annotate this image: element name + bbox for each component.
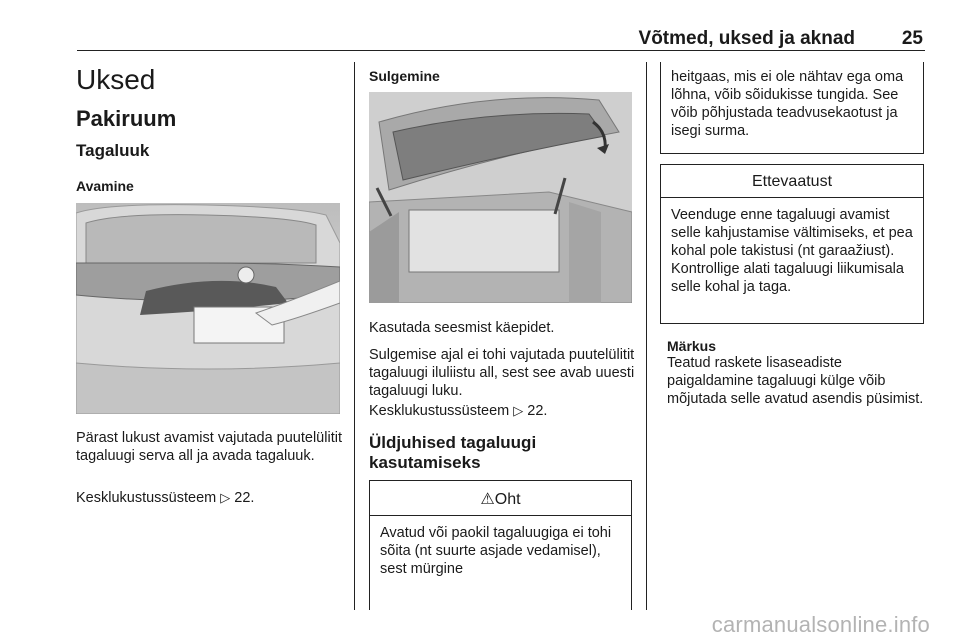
warning-title: Oht	[494, 491, 521, 508]
section-title-uksed: Uksed	[76, 64, 156, 95]
ref-text: Kesklukustussüsteem	[369, 403, 514, 419]
column-divider-1	[354, 62, 355, 610]
caution-box-text: Veenduge enne tagaluugi avamist selle kahjustamise vältimiseks, et pea kohal pole takistusi (nt garaažiust). Kontrollige alati tagaluugi liikumisala selle kohal ja taga.	[671, 207, 913, 295]
section-title-tagaluuk: Tagaluuk	[76, 141, 150, 160]
caution-box	[660, 164, 924, 324]
header-rule	[77, 50, 925, 51]
caution-box-header: Ettevaatust	[661, 165, 923, 198]
note-text: Teatud raskete lisaseadiste paigaldamine tagaluugi külge võib mõjutada selle avatud asendis püsimist.	[667, 355, 924, 407]
ref-page: 22.	[527, 403, 548, 419]
warning-box-text: Avatud või paokil tagaluugiga ei tohi sõita (nt suurte asjade vedamisel), sest mürgine	[380, 525, 612, 577]
warning-box-danger-continued	[660, 62, 924, 154]
paragraph-closing-warning: Sulgemise ajal ei tohi vajutada puutelülitit tagaluugi iluliistu all, sest see avab uuesti tagaluugi luku.	[369, 347, 635, 399]
paragraph-central-locking-ref-2	[369, 402, 639, 420]
note-title: Märkus	[667, 338, 717, 354]
paragraph-open-instructions: Pärast lukust avamist vajutada puutelülitit tagaluugi serva all ja avada tagaluuk.	[76, 430, 342, 464]
watermark-text: carmanualsonline.info	[711, 612, 930, 637]
header-title: Võtmed, uksed ja aknad	[638, 28, 855, 49]
tailgate-closing-illustration	[369, 92, 632, 303]
tailgate-closing-drawing	[369, 92, 632, 303]
subheading-sulgemine: Sulgemine	[369, 68, 440, 84]
tailgate-opening-illustration	[76, 203, 340, 414]
ref-text: Kesklukustussüsteem	[76, 490, 221, 506]
subheading-avamine: Avamine	[76, 178, 134, 194]
page-number: 25	[901, 28, 923, 49]
warning-triangle-icon: ⚠	[480, 491, 495, 508]
page-ref-icon: ▷	[513, 403, 524, 418]
warning-box-header	[370, 481, 631, 516]
warning-box-danger	[369, 480, 632, 610]
tailgate-opening-drawing	[76, 203, 340, 414]
page-header	[77, 28, 925, 50]
section-title-pakiruum: Pakiruum	[76, 106, 177, 131]
paragraph-central-locking-ref-1	[76, 489, 346, 507]
page-ref-icon: ▷	[220, 490, 231, 505]
column-divider-2	[646, 62, 647, 610]
paragraph-use-handle: Kasutada seesmist käepidet.	[369, 320, 555, 336]
warning-continued-text: heitgaas, mis ei ole nähtav ega oma lõhna, võib sõidukisse tungida. See võib põhjustada teadvusekaotust ja isegi surma.	[671, 69, 904, 139]
section-title-general-tips: Üldjuhised tagaluugi kasutamiseks	[369, 433, 537, 472]
ref-page: 22.	[234, 490, 255, 506]
